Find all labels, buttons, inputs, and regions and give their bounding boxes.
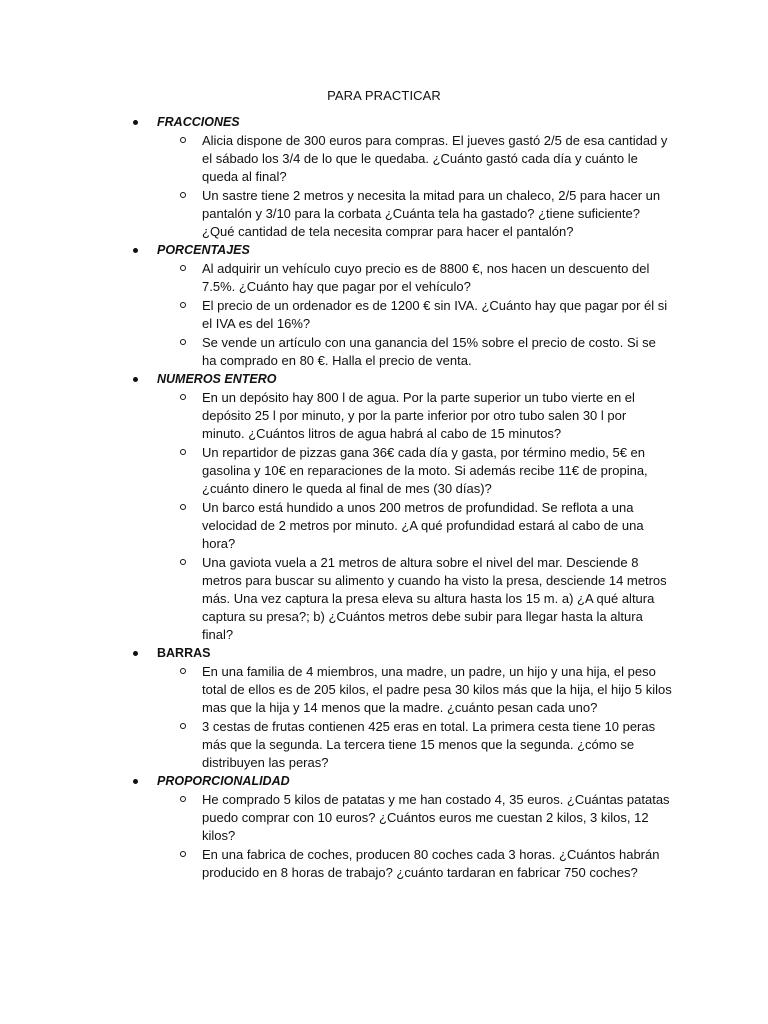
bullet-icon <box>133 651 138 656</box>
circle-bullet-icon <box>180 265 186 271</box>
exercise-item <box>0 334 672 370</box>
section-title: PORCENTAJES <box>157 243 250 257</box>
section-title: FRACCIONES <box>157 115 240 129</box>
section-porcentajes <box>0 242 768 370</box>
exercise-item <box>0 718 672 772</box>
exercise-item <box>0 187 672 241</box>
bullet-icon <box>133 120 138 125</box>
bullet-icon <box>133 779 138 784</box>
exercise-list <box>0 260 768 370</box>
exercise-text: En un depósito hay 800 l de agua. Por la parte superior un tubo vierte en el depósito 25 l por minuto, y por la parte inferior por otro tubo salen 30 l por minuto. ¿Cuántos litros de agua habrá al cabo de 15 minutos? <box>202 390 635 441</box>
circle-bullet-icon <box>180 559 186 565</box>
exercise-text: He comprado 5 kilos de patatas y me han costado 4, 35 euros. ¿Cuántas patatas puedo comprar con 10 euros? ¿Cuántos euros me cuestan 2 kilos, 3 kilos, 12 kilos? <box>202 792 670 843</box>
exercise-item <box>0 663 672 717</box>
circle-bullet-icon <box>180 796 186 802</box>
section-header <box>0 114 768 131</box>
exercise-item <box>0 132 672 186</box>
exercise-text: El precio de un ordenador es de 1200 € sin IVA. ¿Cuánto hay que pagar por él si el IVA es del 16%? <box>202 298 668 331</box>
exercise-text: Alicia dispone de 300 euros para compras. El jueves gastó 2/5 de esa cantidad y el sábado los 3/4 de lo que le quedaba. ¿Cuánto gastó cada día y cuánto le queda al final? <box>202 133 668 184</box>
circle-bullet-icon <box>180 192 186 198</box>
circle-bullet-icon <box>180 723 186 729</box>
circle-bullet-icon <box>180 851 186 857</box>
exercise-list <box>0 663 768 772</box>
section-barras <box>0 645 768 772</box>
exercise-item <box>0 444 672 498</box>
exercise-item <box>0 260 672 296</box>
circle-bullet-icon <box>180 668 186 674</box>
exercise-item <box>0 846 672 882</box>
exercise-text: Un barco está hundido a unos 200 metros de profundidad. Se reflota a una velocidad de 2 metros por minuto. ¿A qué profundidad estará al cabo de una hora? <box>202 500 644 551</box>
circle-bullet-icon <box>180 137 186 143</box>
exercise-item <box>0 554 672 644</box>
exercise-text: Una gaviota vuela a 21 metros de altura sobre el nivel del mar. Desciende 8 metros para buscar su alimento y cuando ha visto la presa, desciende 14 metros más. Una vez captura la presa eleva su altura hasta los 15 m. a) ¿A qué altura captura su presa?; b) ¿Cuántos metros debe subir para llegar hasta la altura final? <box>202 555 667 642</box>
section-title: BARRAS <box>157 646 211 660</box>
section-numeros-entero <box>0 371 768 644</box>
exercise-item <box>0 499 672 553</box>
section-fracciones <box>0 114 768 241</box>
circle-bullet-icon <box>180 504 186 510</box>
exercise-item <box>0 389 672 443</box>
exercise-text: 3 cestas de frutas contienen 425 eras en total. La primera cesta tiene 10 peras más que la segunda. La tercera tiene 15 menos que la segunda. ¿cómo se distribuyen las peras? <box>202 719 656 770</box>
section-header <box>0 773 768 790</box>
exercise-list <box>0 791 768 882</box>
exercise-text: Un sastre tiene 2 metros y necesita la mitad para un chaleco, 2/5 para hacer un pantalón y 3/10 para la corbata ¿Cuánta tela ha gastado? ¿tiene suficiente? ¿Qué cantidad de tela necesita comprar para hacer el pantalón? <box>202 188 661 239</box>
exercise-text: Un repartidor de pizzas gana 36€ cada día y gasta, por término medio, 5€ en gasolina y 10€ en reparaciones de la moto. Si además recibe 11€ de propina, ¿cuánto dinero le queda al final de mes (30 días)? <box>202 445 648 496</box>
exercise-list <box>0 389 768 644</box>
section-title: NUMEROS ENTERO <box>157 372 277 386</box>
circle-bullet-icon <box>180 449 186 455</box>
section-header <box>0 645 768 662</box>
bullet-icon <box>133 248 138 253</box>
section-header <box>0 371 768 388</box>
exercise-text: En una familia de 4 miembros, una madre, un padre, un hijo y una hija, el peso total de ellos es de 205 kilos, el padre pesa 30 kilos más que la hija, el hijo 5 kilos mas que la hija y 14 menos que la madre. ¿cuánto pesan cada uno? <box>202 664 672 715</box>
section-list <box>0 114 768 883</box>
section-title: PROPORCIONALIDAD <box>157 774 290 788</box>
exercise-item <box>0 791 672 845</box>
circle-bullet-icon <box>180 302 186 308</box>
exercise-text: Al adquirir un vehículo cuyo precio es de 8800 €, nos hacen un descuento del 7.5%. ¿Cuánto hay que pagar por el vehículo? <box>202 261 650 294</box>
exercise-text: Se vende un artículo con una ganancia del 15% sobre el precio de costo. Si se ha comprado en 80 €. Halla el precio de venta. <box>202 335 656 368</box>
exercise-list <box>0 132 768 241</box>
circle-bullet-icon <box>180 394 186 400</box>
circle-bullet-icon <box>180 339 186 345</box>
exercise-item <box>0 297 672 333</box>
bullet-icon <box>133 377 138 382</box>
section-header <box>0 242 768 259</box>
exercise-text: En una fabrica de coches, producen 80 coches cada 3 horas. ¿Cuántos habrán producido en 8 horas de trabajo? ¿cuánto tardaran en fabricar 750 coches? <box>202 847 660 880</box>
section-proporcionalidad <box>0 773 768 882</box>
document-title: PARA PRACTICAR <box>327 88 441 103</box>
